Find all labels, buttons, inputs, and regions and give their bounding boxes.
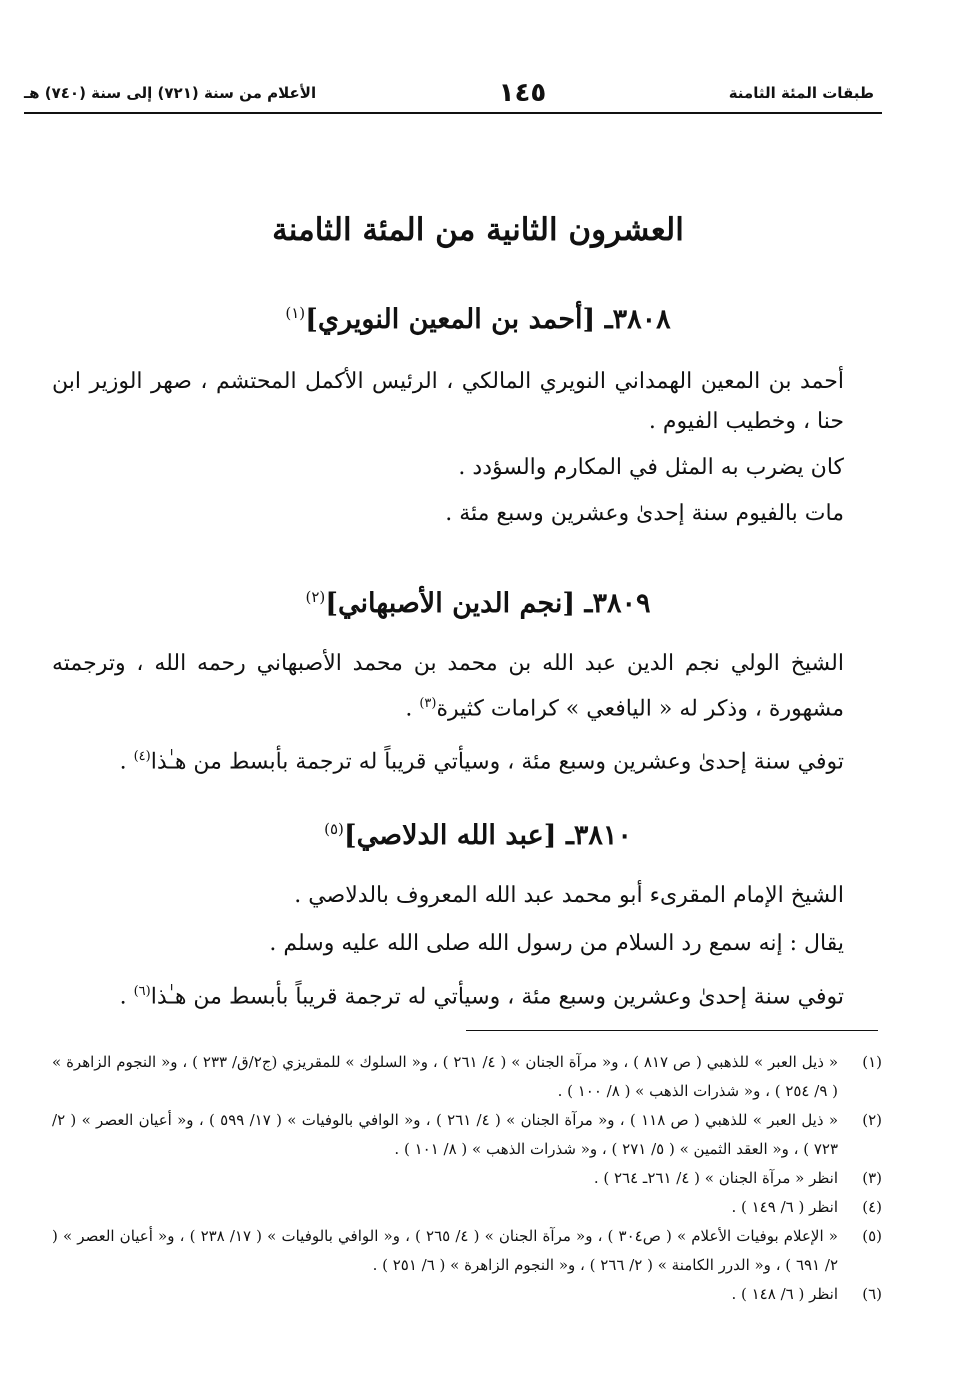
footnote-2 — [52, 1106, 882, 1164]
footnote-ref: (٤) — [133, 749, 151, 765]
footnote-text: انظر ( ٦/ ١٤٨ ) . — [731, 1285, 838, 1303]
paragraph: كان يضرب به المثل في المكارم والسؤدد . — [458, 455, 844, 480]
header-book-title: طبقات المئة الثامنة — [728, 84, 874, 102]
paragraph: الشيخ الإمام المقرىء أبو محمد عبد الله المعروف بالدلاصي . — [294, 883, 844, 908]
footnote-number: (١) — [862, 1053, 882, 1071]
footnote-number: (٤) — [862, 1198, 882, 1216]
page-number: ١٤٥ — [498, 78, 547, 108]
paragraph-end: . — [119, 749, 134, 775]
header-range: الأعلام من سنة (٧٢١) إلى سنة (٧٤٠) هـ — [24, 84, 317, 102]
footnote-ref: (١) — [285, 304, 306, 322]
footnote-text: « ذيل العبر » للذهبي ( ص ٨١٧ ) ، و« مرآة الجنان » ( ٤/ ٢٦١ ) ، و« السلوك » للمقريزي (ج٢/ق/ ٢٣٣ ) ، و« النجوم الزاهرة » ( ٩/ ٢٥٤ ) ، و« شذرات الذهب » ( ٨/ ١٠٠ ) . — [52, 1053, 839, 1100]
footnote-text: انظر « مرآة الجنان » ( ٤/ ٢٦١ـ ٢٦٤ ) . — [593, 1169, 838, 1187]
footnote-number: (٣) — [862, 1169, 882, 1187]
entry-title-text: ٣٨١٠ـ [عبد الله الدلاصي] — [343, 820, 632, 851]
footnote-text: « الإعلام بوفيات الأعلام » ( ص٣٠٤ ) ، و« مرآة الجنان » ( ٤/ ٢٦٥ ) ، و« الوافي بالوفيات » ( ١٧/ ٢٣٨ ) ، و« أعيان العصر » ( ٢/ ٦٩١ ) ، و« الدرر الكامنة » ( ٢/ ٢٦٦ ) ، و« النجوم الزاهرة » ( ٦/ ٢٥١ ) . — [52, 1227, 838, 1274]
footnote-4 — [52, 1193, 882, 1222]
footnote-number: (٦) — [862, 1285, 882, 1303]
footnote-6 — [52, 1280, 882, 1309]
footnote-3 — [52, 1164, 882, 1193]
footnote-ref: (٢) — [305, 588, 326, 606]
footnote-ref: (٦) — [133, 984, 151, 999]
footnote-5 — [52, 1222, 882, 1280]
entry-title-3810 — [0, 820, 956, 851]
footnote-ref: (٥) — [324, 820, 344, 838]
entry-title-3808 — [0, 304, 956, 335]
entry-title-text: ٣٨٠٩ـ [نجم الدين الأصبهاني] — [325, 588, 651, 619]
footnote-ref: (٣) — [419, 696, 437, 711]
header-divider — [24, 112, 882, 114]
paragraph: مات بالفيوم سنة إحدىٰ وعشرين وسبع مئة . — [445, 501, 844, 526]
paragraph-end: . — [405, 696, 420, 722]
footnote-text: انظر ( ٦/ ١٤٩ ) . — [731, 1198, 838, 1216]
paragraph: يقال : إنه سمع رد السلام من رسول الله صلى الله عليه وسلم . — [269, 931, 844, 956]
paragraph-text: توفي سنة إحدىٰ وعشرين وسبع مئة ، وسيأتي قريباً له ترجمة بأبسط من هـٰذا — [150, 749, 844, 775]
footnote-1 — [52, 1048, 882, 1106]
entry-body-3809 — [52, 644, 844, 783]
paragraph — [52, 737, 844, 782]
paragraph: أحمد بن المعين الهمداني النويري المالكي ، الرئيس الأكمل المحتشم ، صهر الوزير ابن حنا ، وخطيب الفيوم . — [52, 369, 844, 434]
footnote-text: « ذيل العبر » للذهبي ( ص ١١٨ ) ، و« مرآة الجنان » ( ٤/ ٢٦١ ) ، و« الوافي بالوفيات » ( ١٧/ ٥٩٩ ) ، و« أعيان العصر » ( ٢/ ٧٢٣ ) ، و« العقد الثمين » ( ٥/ ٢٧١ ) ، و« شذرات الذهب » ( ٨/ ١٠١ ) . — [52, 1111, 839, 1158]
footnotes — [52, 1048, 882, 1309]
entry-title-text: ٣٨٠٨ـ [أحمد بن المعين النويري] — [305, 304, 671, 335]
paragraph — [52, 644, 844, 729]
entry-body-3808 — [52, 362, 844, 534]
entry-body-3810 — [52, 876, 844, 1017]
footnote-number: (٢) — [862, 1111, 882, 1129]
footnote-divider — [466, 1030, 878, 1031]
paragraph — [52, 972, 844, 1017]
page-header — [24, 76, 874, 110]
footnote-number: (٥) — [862, 1227, 882, 1245]
paragraph-end: . — [119, 984, 134, 1010]
paragraph-text: الشيخ الولي نجم الدين عبد الله بن محمد بن محمد الأصبهاني رحمه الله ، وترجمته مشهورة ، وذكر له « اليافعي » كرامات كثيرة — [52, 651, 844, 722]
paragraph-text: توفي سنة إحدىٰ وعشرين وسبع مئة ، وسيأتي له ترجمة قريباً بأبسط من هـٰذا — [150, 984, 844, 1010]
entry-title-3809 — [0, 588, 956, 619]
section-title: العشرون الثانية من المئة الثامنة — [272, 212, 684, 248]
